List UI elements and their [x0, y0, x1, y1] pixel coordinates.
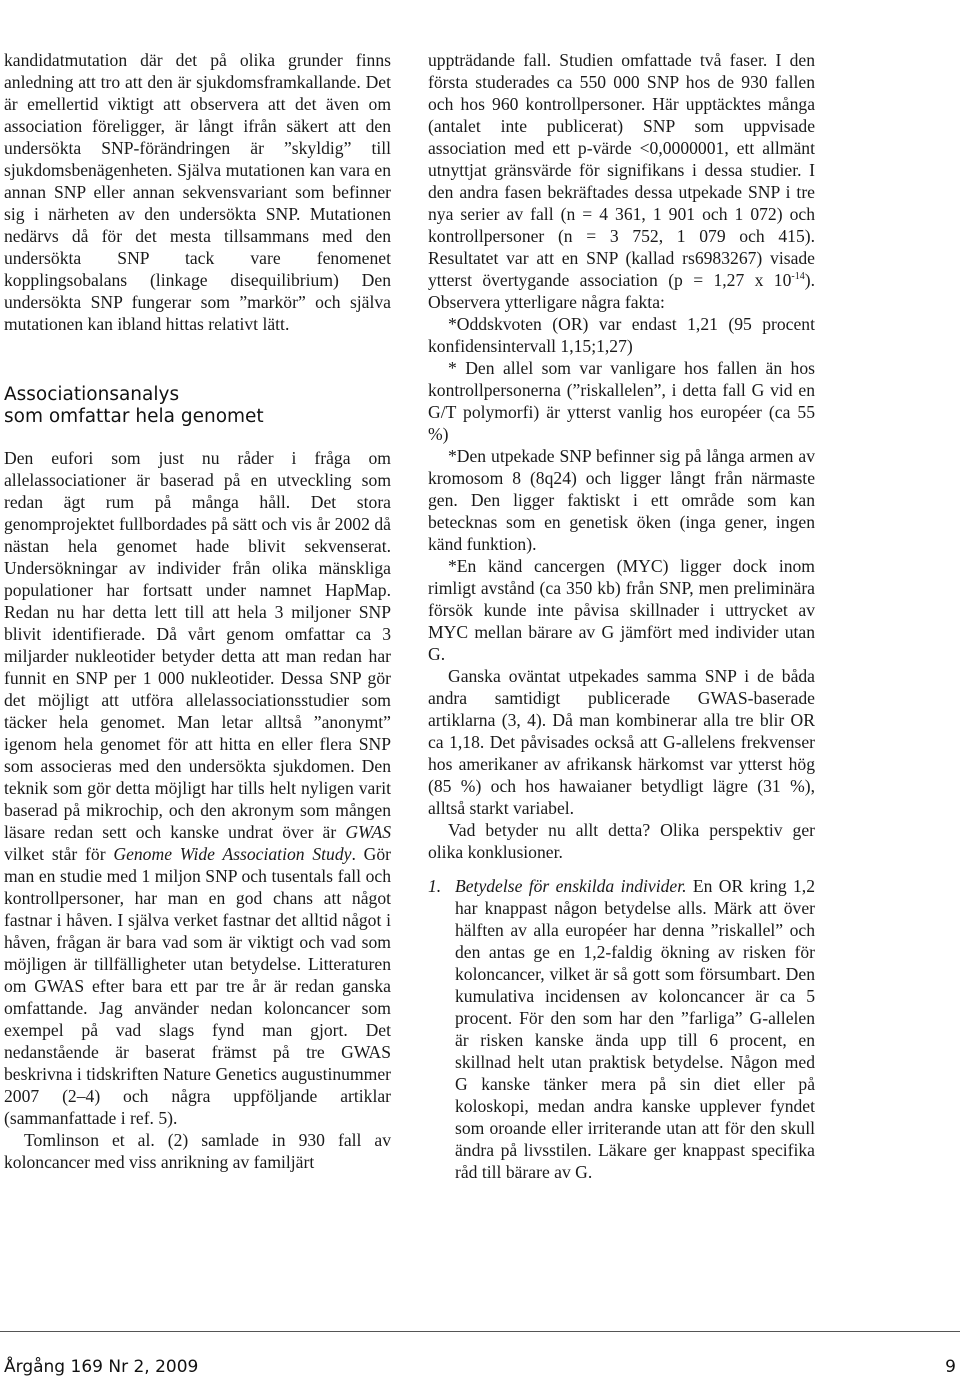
- fact-item: *Den utpekade SNP befinner sig på långa armen av kromosom 8 (8q24) och ligger långt från närmaste gen. Den ligger faktiskt i ett område som kan betecknas som en genetisk öken (inga gener, ingen känd funktion).: [428, 446, 815, 554]
- paragraph: Tomlinson et al. (2) samlade in 930 fall av koloncancer med viss anrikning av familjärt: [4, 1130, 391, 1172]
- page-number: 9: [945, 1357, 956, 1377]
- list-number: 1.: [428, 876, 442, 896]
- numbered-list-item: [428, 875, 815, 1183]
- section-heading-line: som omfattar hela genomet: [4, 406, 264, 427]
- text-run: . Gör man en studie med 1 miljon SNP och tusentals fall och kontrollpersoner, har man en god chans att något fastnar i håven. I själva verket fastnar det alltid något i håven, frågan är bara vad som är viktigt och vad som möjligen är tillfälligheter utan betydelse. Litteraturen om GWAS efter bara ett par tre år är redan ganska omfattande. Jag använder nedan koloncancer som exempel på vad slags fynd man gjort. Det nedanstående är baserat främst på tre GWAS beskrivna i tidskriften Nature Genetics augustinummer 2007 (2–4) och några uppföljande artiklar (sammanfattade i ref. 5).: [4, 844, 391, 1128]
- fact-item: * Den allel som var vanligare hos fallen än hos kontrollpersonerna (”riskallelen”, i detta fall G vid en G/T polymorfi) är ytterst vanlig hos européer (ca 55 %): [428, 358, 815, 444]
- fact-item: *Oddskvoten (OR) var endast 1,21 (95 procent konfidensintervall 1,15;1,27): [428, 314, 815, 356]
- fact-item: *En känd cancergen (MYC) ligger dock inom rimligt avstånd (ca 350 kb) från SNP, men preliminära försök kunde inte påvisa skillnader i uttrycket av MYC mellan bärare av G jämfört med individer utan G.: [428, 556, 815, 664]
- paragraph: [428, 49, 815, 313]
- paragraph: Vad betyder nu allt detta? Olika perspektiv ger olika konklusioner.: [428, 820, 815, 862]
- text-run: ). Observera ytterligare några fakta:: [428, 270, 815, 312]
- journal-issue: Årgång 169 Nr 2, 2009: [4, 1357, 199, 1377]
- section-heading: [4, 384, 391, 428]
- superscript-exponent: -14: [791, 271, 805, 283]
- right-column: [428, 49, 815, 1183]
- paragraph: kandidatmutation där det på olika grunder finns anledning att tro att den är sjukdomsframkallande. Det är emellertid viktigt att observera att det även om association föreligger, är långt ifrån säkert att den undersökta SNP-förändringen är ”skyldig” till sjukdomsbenägenheten. Själva mutationen kan vara en annan SNP eller annan sekvensvariant som befinner sig i närheten av den undersökta SNP. Mutationen nedärvs då för det mesta tillsammans med den undersökta SNP tack vare fenomenet kopplingsobalans (linkage disequilibrium) Den undersökta SNP fungerar som ”markör” och själva mutationen kan ibland hittas relativt lätt.: [4, 50, 391, 334]
- gwas-acronym: GWAS: [345, 822, 391, 842]
- text-run: uppträdande fall. Studien omfattade två faser. I den första studerades ca 550 000 SNP hos de 930 fallen och hos 960 kontrollpersoner. Här upptäcktes många (antalet inte publicerat) SNP som uppvisade association med ett p-värde <0,0000001, ett allmänt utnyttjat gränsvärde för signifikans i dessa studier. I den andra fasen bekräftades dessa utpekade SNP i tre nya serier av fall (n = 4 361, 1 901 och 1 072) och kontrollpersoner (n = 3 752, 1 079 och 415). Resultatet var att en SNP (kallad rs6983267) visade ytterst övertygande association (p = 1,27 x 10: [428, 50, 815, 290]
- list-item-title: Betydelse för enskilda individer.: [455, 876, 687, 896]
- footer-divider: [0, 1331, 960, 1332]
- paragraph: [4, 447, 391, 1129]
- paragraph: Ganska oväntat utpekades samma SNP i de båda andra samtidigt publicerade GWAS-baserade artiklarna (3, 4). Då man kombinerar alla tre blir OR ca 1,18. Det påvisades också att G-allelens frekvenser hos amerikaner av afrikansk härkomst var ytterst hög (85 %) och hos hawaianer betydligt lägre (31 %), alltså starkt variabel.: [428, 666, 815, 818]
- section-heading-line: Associationsanalys: [4, 384, 180, 405]
- text-run: vilket står för: [4, 844, 114, 864]
- gwas-full-name: Genome Wide Association Study: [113, 844, 352, 864]
- left-column: [4, 49, 391, 1173]
- list-item-text: [455, 875, 815, 1183]
- text-run: Den eufori som just nu råder i fråga om allelassociationer är baserad på en utveckling som redan ägt rum på många håll. Det stora genomprojektet fullbordades på sätt och vis år 2002 då nästan hela genomet hade blivit sekvenserat. Undersökningar av individer från olika mänskliga populationer har fortsatt under namnet HapMap. Redan nu har detta lett till att hela 3 miljoner SNP blivit identifierade. Då vårt genom omfattar ca 3 miljarder nukleotider betyder detta att man redan har funnit en SNP per 1 000 nukleotider. Dessa SNP gör det möjligt att utföra allelassociationsstudier som täcker hela genomet. Man letar alltså ”anonymt” igenom hela genomet för att hitta en eller flera SNP som associeras med den undersökta sjukdomen. Den teknik som gör detta möjligt har tills helt nyligen varit baserad på mikrochip, och den akronym som mången läsare redan sett och kanske undrat över är: [4, 448, 391, 842]
- text-run: En OR kring 1,2 har knappast någon betydelse alls. Märk att över hälften av alla européer har denna ”riskallel” och den antas ge en 1,2-faldig ökning av risken för koloncancer, vilket är så gott som försumbart. Den kumulativa incidensen av koloncancer är ca 5 procent. För den som har den ”farliga” G-allelen är risken kanske ända upp till 6 procent, en skillnad helt utan praktisk betydelse. Någon med G kanske tänker mera på sin diet eller på koloskopi, medan andra kanske upplever fyndet som oroande eller irriterande utan att för den skull ändra på livsstilen. Läkare ger knappast specifika råd till bärare av G.: [455, 876, 815, 1182]
